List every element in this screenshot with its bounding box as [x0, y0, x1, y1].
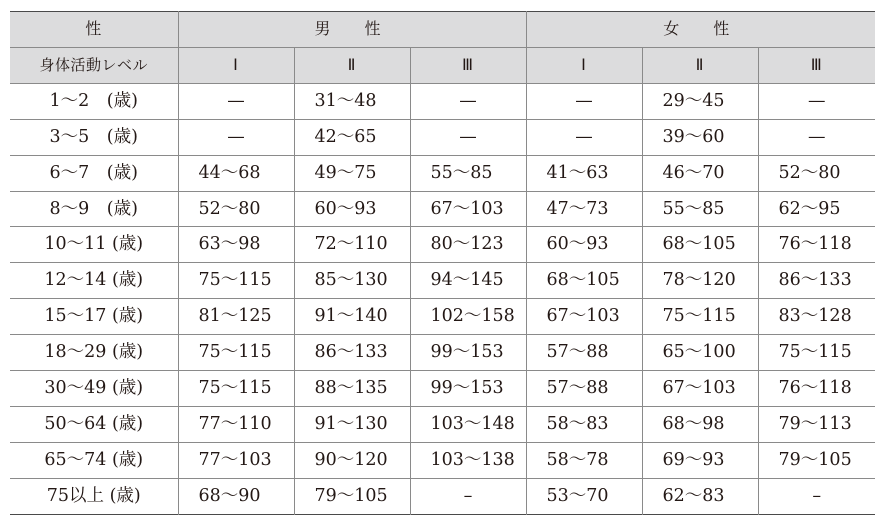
value-cell-female-level-3: 83～128: [758, 299, 875, 335]
table-row: [10, 83, 875, 119]
value-cell-male-level-1: 63～98: [178, 227, 294, 263]
age-group-cell: 50～64 (歳): [10, 406, 178, 442]
value-cell-male-level-2: 91～130: [294, 406, 410, 442]
table-row: [10, 119, 875, 155]
value-cell-female-level-1: 60～93: [526, 227, 642, 263]
value-cell-male-level-1: 75～115: [178, 263, 294, 299]
value-cell-male-level-3: 94～145: [410, 263, 526, 299]
value-cell-male-level-2: 49～75: [294, 155, 410, 191]
value-cell-female-level-3: 75～115: [758, 335, 875, 371]
value-cell-male-level-1: 77～103: [178, 442, 294, 478]
age-group-cell: 3～5 (歳): [10, 119, 178, 155]
table-row: [10, 263, 875, 299]
value-cell-female-level-3: –: [758, 478, 875, 514]
value-cell-male-level-2: 42～65: [294, 119, 410, 155]
table-row: [10, 335, 875, 371]
value-cell-female-level-1: 58～83: [526, 406, 642, 442]
value-cell-female-level-3: —: [758, 119, 875, 155]
value-cell-female-level-2: 69～93: [642, 442, 758, 478]
value-cell-female-level-3: 86～133: [758, 263, 875, 299]
table-row: [10, 478, 875, 514]
age-group-cell: 12～14 (歳): [10, 263, 178, 299]
header-female-level-3: Ⅲ: [758, 47, 875, 83]
value-cell-male-level-2: 86～133: [294, 335, 410, 371]
value-cell-female-level-3: 52～80: [758, 155, 875, 191]
table-row: [10, 299, 875, 335]
age-group-cell: 8～9 (歳): [10, 191, 178, 227]
value-cell-female-level-2: 78～120: [642, 263, 758, 299]
header-male-level-1: Ⅰ: [178, 47, 294, 83]
table-body: [10, 83, 875, 514]
value-cell-male-level-2: 91～140: [294, 299, 410, 335]
value-cell-male-level-2: 85～130: [294, 263, 410, 299]
value-cell-male-level-1: 68～90: [178, 478, 294, 514]
table-row: [10, 191, 875, 227]
value-cell-female-level-1: —: [526, 119, 642, 155]
header-male: 男 性: [178, 12, 526, 48]
age-group-cell: 10～11 (歳): [10, 227, 178, 263]
value-cell-female-level-3: 76～118: [758, 371, 875, 407]
header-activity-level: 身体活動レベル: [10, 47, 178, 83]
header-sex: 性: [10, 12, 178, 48]
value-cell-female-level-1: 57～88: [526, 371, 642, 407]
value-cell-male-level-2: 88～135: [294, 371, 410, 407]
value-cell-male-level-1: 81～125: [178, 299, 294, 335]
table-row: [10, 442, 875, 478]
value-cell-male-level-2: 31～48: [294, 83, 410, 119]
value-cell-male-level-3: 55～85: [410, 155, 526, 191]
value-cell-female-level-1: 47～73: [526, 191, 642, 227]
header-row-sex: [10, 12, 875, 48]
value-cell-female-level-3: 79～113: [758, 406, 875, 442]
value-cell-male-level-1: 44～68: [178, 155, 294, 191]
value-cell-male-level-3: —: [410, 119, 526, 155]
value-cell-female-level-2: 39～60: [642, 119, 758, 155]
value-cell-female-level-2: 62～83: [642, 478, 758, 514]
age-group-cell: 75以上 (歳): [10, 478, 178, 514]
value-cell-female-level-3: 62～95: [758, 191, 875, 227]
header-male-level-2: Ⅱ: [294, 47, 410, 83]
value-cell-female-level-3: 76～118: [758, 227, 875, 263]
value-cell-male-level-2: 90～120: [294, 442, 410, 478]
table-row: [10, 371, 875, 407]
value-cell-female-level-1: 67～103: [526, 299, 642, 335]
age-group-cell: 15～17 (歳): [10, 299, 178, 335]
age-group-cell: 18～29 (歳): [10, 335, 178, 371]
table-row: [10, 227, 875, 263]
header-row-activity-level: [10, 47, 875, 83]
value-cell-female-level-1: 58～78: [526, 442, 642, 478]
value-cell-female-level-2: 75～115: [642, 299, 758, 335]
age-group-cell: 30～49 (歳): [10, 371, 178, 407]
value-cell-male-level-3: 80～123: [410, 227, 526, 263]
value-cell-male-level-2: 60～93: [294, 191, 410, 227]
value-cell-male-level-3: —: [410, 83, 526, 119]
value-cell-female-level-2: 46～70: [642, 155, 758, 191]
value-cell-female-level-2: 68～105: [642, 227, 758, 263]
value-cell-female-level-2: 68～98: [642, 406, 758, 442]
header-female: 女 性: [526, 12, 875, 48]
value-cell-female-level-2: 67～103: [642, 371, 758, 407]
header-female-level-1: Ⅰ: [526, 47, 642, 83]
value-cell-male-level-1: 75～115: [178, 371, 294, 407]
age-group-cell: 6～7 (歳): [10, 155, 178, 191]
value-cell-male-level-1: —: [178, 83, 294, 119]
value-cell-female-level-2: 55～85: [642, 191, 758, 227]
value-cell-male-level-2: 72～110: [294, 227, 410, 263]
table-row: [10, 155, 875, 191]
age-group-cell: 1～2 (歳): [10, 83, 178, 119]
value-cell-female-level-1: 57～88: [526, 335, 642, 371]
value-cell-male-level-3: –: [410, 478, 526, 514]
value-cell-female-level-3: 79～105: [758, 442, 875, 478]
value-cell-male-level-3: 99～153: [410, 335, 526, 371]
value-cell-male-level-3: 102～158: [410, 299, 526, 335]
value-cell-male-level-1: 77～110: [178, 406, 294, 442]
value-cell-male-level-1: 75～115: [178, 335, 294, 371]
value-cell-female-level-2: 29～45: [642, 83, 758, 119]
value-cell-male-level-3: 99～153: [410, 371, 526, 407]
value-cell-female-level-1: 53～70: [526, 478, 642, 514]
age-group-cell: 65～74 (歳): [10, 442, 178, 478]
value-cell-male-level-1: 52～80: [178, 191, 294, 227]
value-cell-male-level-3: 103～138: [410, 442, 526, 478]
value-cell-male-level-2: 79～105: [294, 478, 410, 514]
value-cell-female-level-1: 41～63: [526, 155, 642, 191]
protein-goal-table: [10, 11, 875, 515]
value-cell-female-level-2: 65～100: [642, 335, 758, 371]
value-cell-female-level-1: 68～105: [526, 263, 642, 299]
value-cell-female-level-1: —: [526, 83, 642, 119]
value-cell-male-level-3: 67～103: [410, 191, 526, 227]
header-male-level-3: Ⅲ: [410, 47, 526, 83]
table-row: [10, 406, 875, 442]
value-cell-male-level-3: 103～148: [410, 406, 526, 442]
value-cell-female-level-3: —: [758, 83, 875, 119]
header-female-level-2: Ⅱ: [642, 47, 758, 83]
value-cell-male-level-1: —: [178, 119, 294, 155]
